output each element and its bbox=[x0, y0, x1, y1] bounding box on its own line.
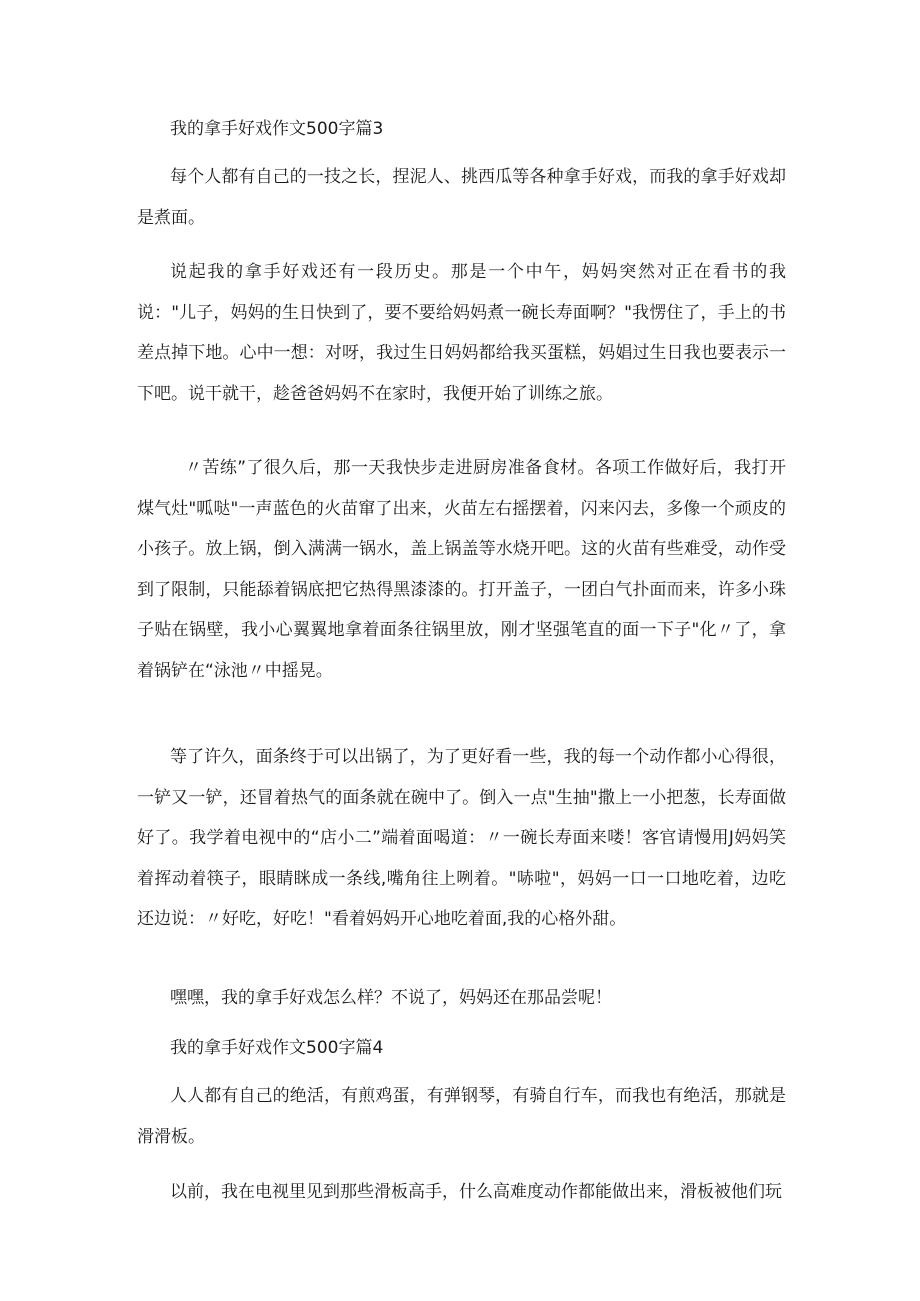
paragraph-history: 说起我的拿手好戏还有一段历史。那是一个中午，妈妈突然对正在看书的我说："儿子，妈妈的生日快到了，要不要给妈妈煮一碗长寿面啊？"我愣住了，手上的书差点掉下地。心中一想：对呀，我过生日妈妈都给我买蛋糕，妈娼过生日我也要表示一下吧。说干就干，趁爸爸妈妈不在家时，我便开始了训练之旅。 bbox=[137, 262, 786, 404]
paragraph-serving: 等了许久，面条终于可以出锅了，为了更好看一些，我的每一个动作都小心得很，一铲又一铲，还冒着热气的面条就在碗中了。倒入一点"生抽"撒上一小把葱，长寿面做好了。我学着电视中的“店小二”端着面喝道：〃一碗长寿面来喽！客官请慢用J妈妈笑着挥动着筷子，眼睛眯成一条线,嘴角往上咧着。"哧啦"，妈妈一口一口地吃着，边吃还边说：〃好吃，好吃！"看着妈妈开心地吃着面,我的心格外甜。 bbox=[137, 747, 786, 929]
section-heading-3: 我的拿手好戏作文500字篇3 bbox=[170, 119, 384, 139]
paragraph-closing: 嘿嘿，我的拿手好戏怎么样？不说了，妈妈还在那品尝呢！ bbox=[170, 988, 612, 1008]
section-heading-4: 我的拿手好戏作文500字篇4 bbox=[170, 1038, 384, 1058]
paragraph-skateboard: 以前，我在电视里见到那些滑板高手，什么高难度动作都能做出来，滑板被他们玩 bbox=[170, 1182, 782, 1202]
paragraph-skills: 人人都有自己的绝活，有煎鸡蛋，有弹钢琴，有骑自行车，而我也有绝活，那就是滑滑板。 bbox=[137, 1086, 786, 1147]
paragraph-cooking: 〃苦练”了很久后，那一天我快步走进厨房准备食材。各项工作做好后，我打开煤气灶"呱哒"一声蓝色的火苗窜了出来，火苗左右摇摆着，闪来闪去，多像一个顽皮的小孩子。放上锅，倒入满满一锅水，盖上锅盖等水烧开吧。这的火苗有些难受，动作受到了限制，只能舔着锅底把它热得黑漆漆的。打开盖子，一团白气扑面而来，许多小珠子贴在锅壁，我小心翼翼地拿着面条往锅里放，刚才坚强笔直的面一下子"化〃了，拿着锅铲在“泳池〃中摇晃。 bbox=[137, 458, 786, 681]
paragraph-intro: 每个人都有自己的一技之长，捏泥人、挑西瓜等各种拿手好戏，而我的拿手好戏却是煮面。 bbox=[137, 167, 786, 228]
